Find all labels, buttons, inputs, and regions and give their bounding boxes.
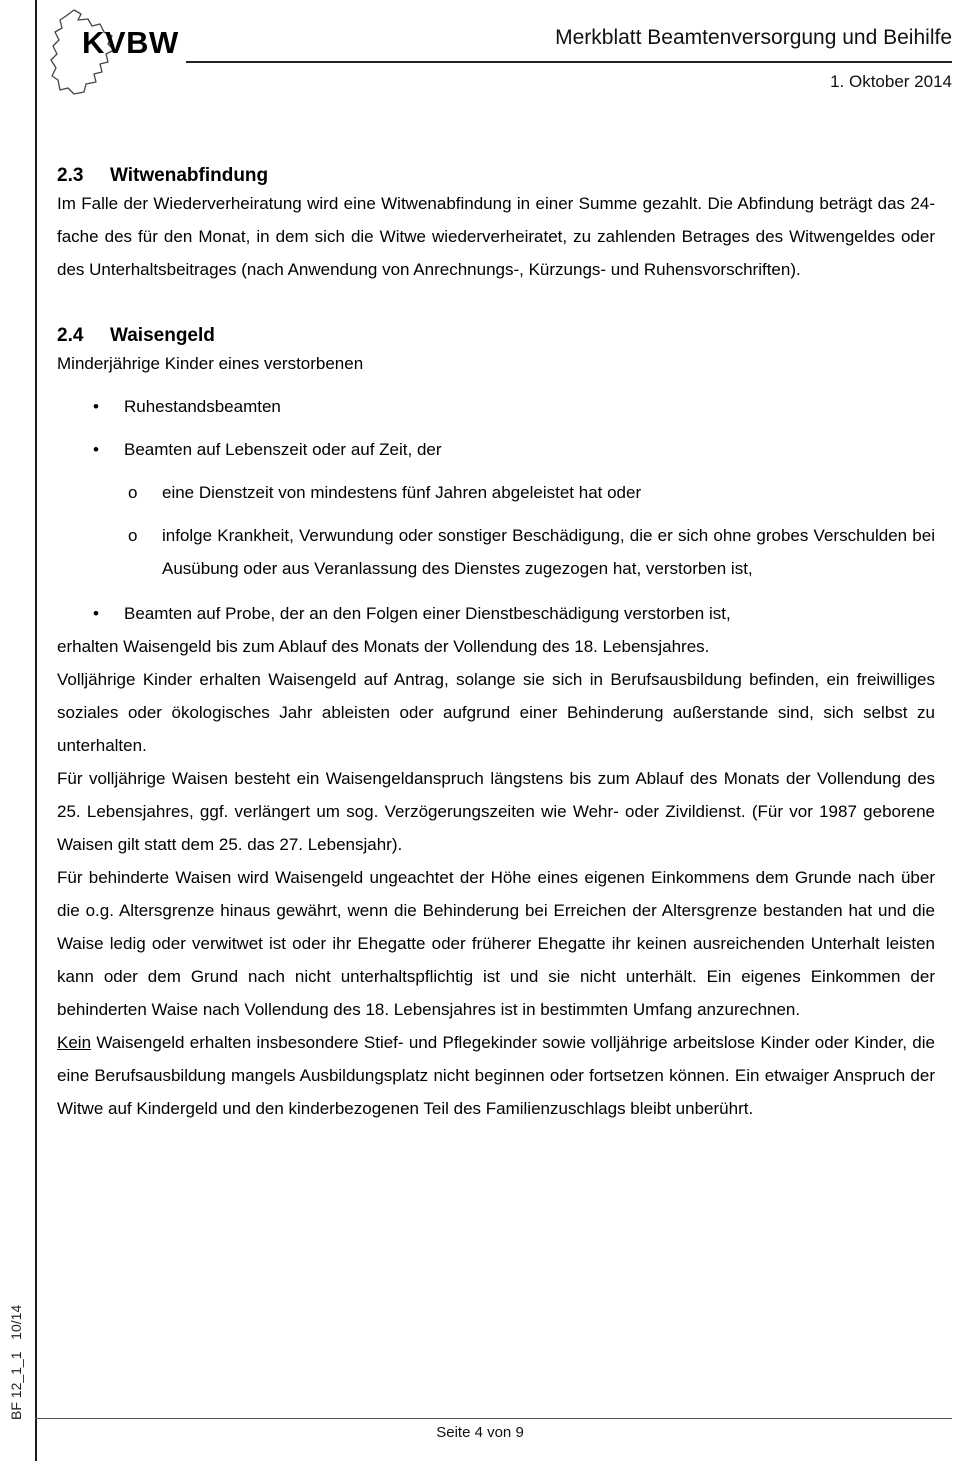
footer-divider (35, 1418, 952, 1419)
logo-text: KVBW (82, 25, 179, 60)
sub-bullet-text: infolge Krankheit, Verwundung oder sonstiger Beschädigung, die er sich ohne grobes Verschulden bei Ausübung oder aus Veranlassung des Dienstes zugezogen hat, verstorben ist, (162, 526, 935, 578)
bullet-item (57, 390, 935, 423)
sub-bullet-item (57, 519, 935, 585)
sub-bullet-text: eine Dienstzeit von mindestens fünf Jahren abgeleistet hat oder (162, 483, 642, 502)
bullet-text: Beamten auf Probe, der an den Folgen einer Dienstbeschädigung verstorben ist, (124, 604, 731, 623)
page-number: Seite 4 von 9 (436, 1424, 524, 1441)
paragraph-text: Waisengeld erhalten insbesondere Stief- und Pflegekinder sowie volljährige arbeitslose Kinder oder Kinder, die eine Berufsausbildung mangels Ausbildungsplatz nicht beginnen oder fortsetzen können. Ein etwaiger Anspruch der Witwe auf Kindergeld und den kinderbezogenen Teil des Familienzuschlags bleibt unberührt. (57, 1033, 935, 1118)
bullet-icon: • (93, 397, 99, 416)
circle-bullet-icon: o (128, 526, 138, 545)
paragraph-continuation: erhalten Waisengeld bis zum Ablauf des Monats der Vollendung des 18. Lebensjahres. (57, 637, 710, 656)
paragraph-volljaehrige-kinder: Volljährige Kinder erhalten Waisengeld auf Antrag, solange sie sich in Berufsausbildung befinden, ein freiwilliges soziales oder ökologisches Jahr ableisten oder aufgrund einer Behinderung außerstande sind, sich selbst zu unterhalten. (57, 670, 935, 755)
section-heading-witwenabfindung (57, 164, 935, 187)
document-title: Merkblatt Beamtenversorgung und Beihilfe (555, 26, 952, 49)
paragraph-kein-waisengeld (57, 1026, 935, 1125)
section-number: 2.3 (57, 165, 84, 186)
paragraph-behinderte-waisen: Für behinderte Waisen wird Waisengeld ungeachtet der Höhe eines eigenen Einkommens dem Grunde nach über die o.g. Altersgrenze hinaus gewährt, wenn die Behinderung bei Erreichen der Altersgrenze bestanden hat und die Waise ledig oder verwitwet ist oder ihr Ehegatte oder früherer Ehegatte ihr keinen ausreichenden Unterhalt leisten kann oder dem Grund nach nicht unterhaltspflichtig ist und sie nicht unterhält. Ein eigenes Einkommen der behinderten Waise nach Vollendung des 18. Lebensjahres ist in bestimmten Umfang anzurechnen. (57, 868, 935, 1019)
bullet-text: Ruhestandsbeamten (124, 397, 281, 416)
document-date: 1. Oktober 2014 (830, 72, 952, 91)
bullet-item (57, 597, 935, 630)
section-title: Waisengeld (110, 325, 215, 346)
section-title: Witwenabfindung (110, 165, 269, 186)
bullet-icon: • (93, 604, 99, 623)
bullet-icon: • (93, 440, 99, 459)
underlined-word: Kein (57, 1033, 92, 1052)
section-heading-waisengeld (57, 324, 935, 347)
paragraph-intro-waisengeld: Minderjährige Kinder eines verstorbenen (57, 354, 364, 373)
sub-bullet-item (57, 476, 935, 509)
section-number: 2.4 (57, 325, 84, 346)
bullet-text: Beamten auf Lebenszeit oder auf Zeit, der (124, 440, 442, 459)
left-border-line (35, 0, 37, 1461)
circle-bullet-icon: o (128, 483, 138, 502)
paragraph-anspruchsdauer: Für volljährige Waisen besteht ein Waisengeldanspruch längstens bis zum Ablauf des Monats der Vollendung des 25. Lebensjahres, ggf. verlängert um sog. Verzögerungszeiten wie Wehr- oder Zivildienst. (Für vor 1987 geborene Waisen gilt statt dem 25. das 27. Lebensjahr). (57, 769, 935, 854)
form-code-vertical: BF 12_1_1 10/14 (8, 1304, 24, 1420)
paragraph-witwenabfindung: Im Falle der Wiederverheiratung wird eine Witwenabfindung in einer Summe gezahlt. Die Abfindung beträgt das 24-fache des für den Monat, in dem sich die Witwe wiederverheiratet, zu zahlenden Betrages des Witwengeldes oder des Unterhaltsbeitrages (nach Anwendung von Anrechnungs-, Kürzungs- und Ruhensvorschriften). (57, 194, 935, 279)
bullet-item (57, 433, 935, 466)
document-body (57, 0, 935, 1125)
